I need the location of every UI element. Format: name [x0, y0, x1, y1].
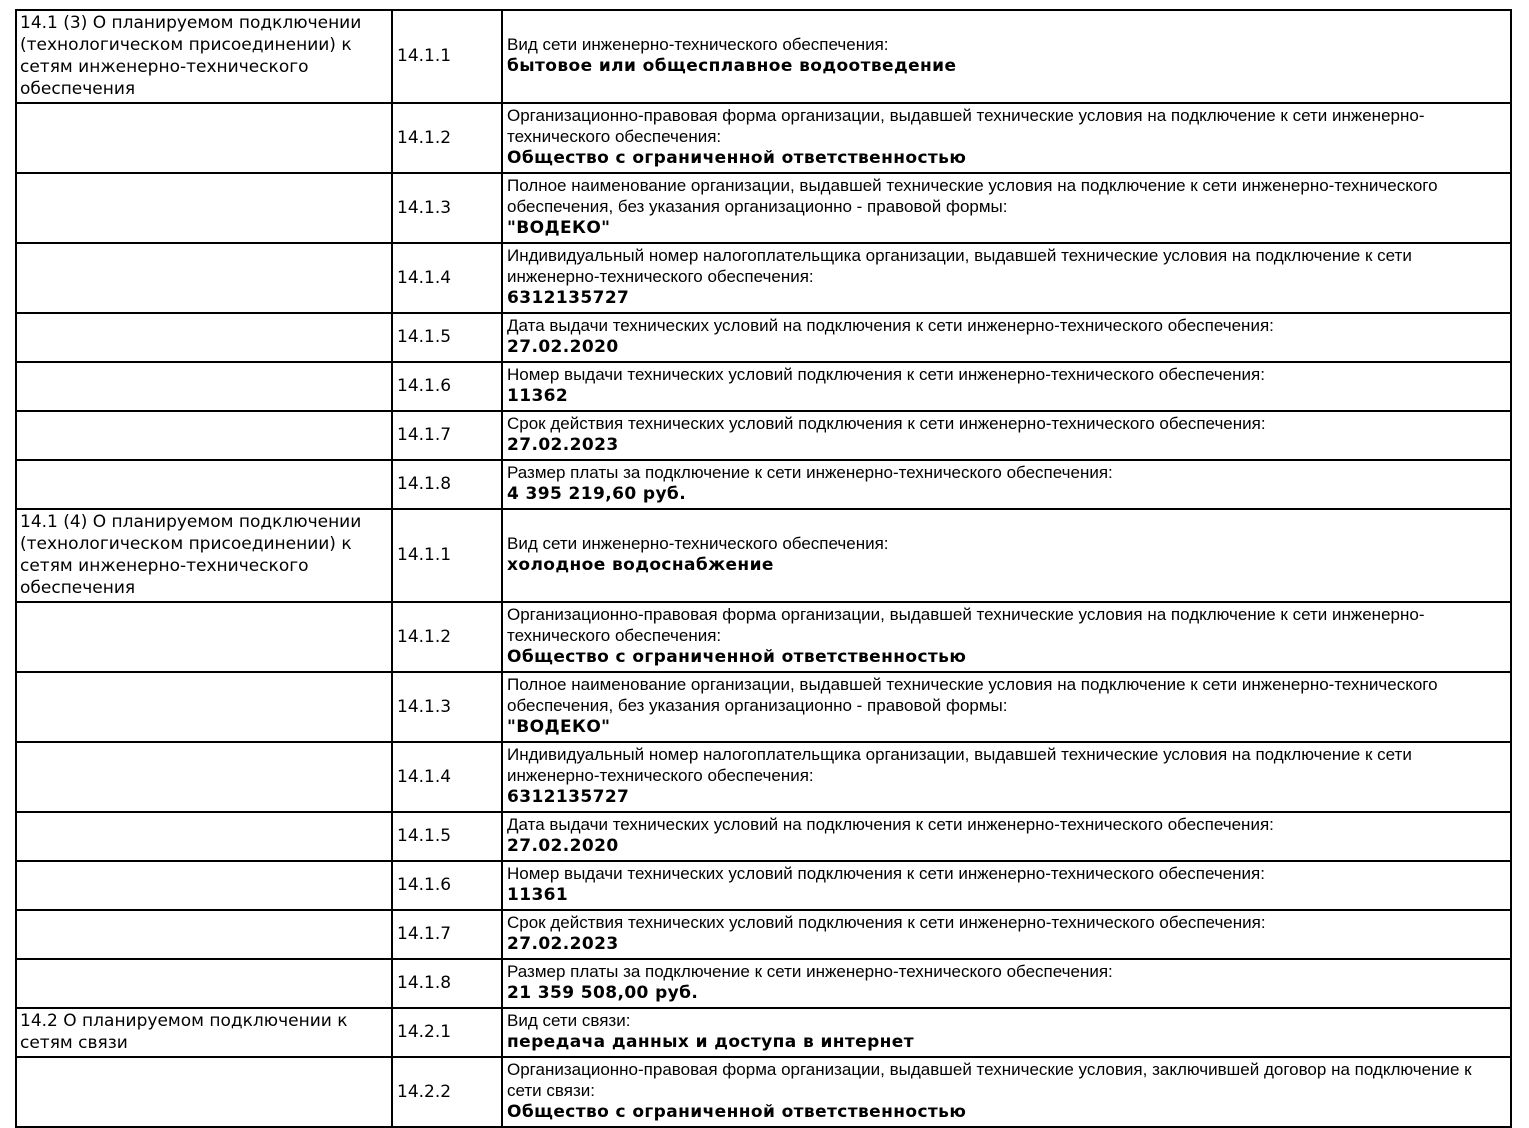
table-row	[16, 411, 1511, 460]
field-label: Индивидуальный номер налогоплательщика организации, выдавшей технические условия на подключение к сети инженерно-технического обеспечения:	[507, 745, 1412, 785]
field-label: Организационно-правовая форма организации, выдавшей технические условия на подключение к сети инженерно-технического обеспечения:	[507, 106, 1425, 146]
field-value: 6312135727	[507, 288, 630, 308]
row-content	[502, 672, 1511, 742]
field-value: "ВОДЕКО"	[507, 717, 611, 737]
row-code: 14.1.2	[392, 602, 502, 672]
section-title	[16, 602, 392, 672]
field-label: Номер выдачи технических условий подключения к сети инженерно-технического обеспечения:	[507, 864, 1265, 883]
row-code: 14.1.1	[392, 509, 502, 602]
row-code: 14.2.2	[392, 1057, 502, 1127]
field-label: Дата выдачи технических условий на подключения к сети инженерно-технического обеспечения:	[507, 815, 1274, 834]
row-content	[502, 861, 1511, 910]
row-code: 14.1.3	[392, 173, 502, 243]
table-row	[16, 742, 1511, 812]
table-row	[16, 672, 1511, 742]
field-value: Общество с ограниченной ответственностью	[507, 1102, 967, 1122]
row-content	[502, 1008, 1511, 1057]
declaration-table	[15, 9, 1512, 1128]
section-title	[16, 1057, 392, 1127]
row-code: 14.1.2	[392, 103, 502, 173]
row-code: 14.2.1	[392, 1008, 502, 1057]
field-value: 27.02.2020	[507, 337, 619, 357]
row-code: 14.1.8	[392, 460, 502, 509]
field-label: Номер выдачи технических условий подключения к сети инженерно-технического обеспечения:	[507, 365, 1265, 384]
field-value: Общество с ограниченной ответственностью	[507, 647, 967, 667]
row-content	[502, 460, 1511, 509]
section-title	[16, 742, 392, 812]
row-code: 14.1.1	[392, 10, 502, 103]
row-code: 14.1.7	[392, 411, 502, 460]
section-title	[16, 411, 392, 460]
row-content	[502, 742, 1511, 812]
field-label: Организационно-правовая форма организации, выдавшей технические условия, заключившей договор на подключение к сети связи:	[507, 1060, 1472, 1100]
field-label: Вид сети инженерно-технического обеспечения:	[507, 534, 889, 553]
row-code: 14.1.6	[392, 362, 502, 411]
row-content	[502, 173, 1511, 243]
row-content	[502, 910, 1511, 959]
section-title	[16, 910, 392, 959]
section-title	[16, 243, 392, 313]
section-title: 14.2 О планируемом подключении к сетям связи	[16, 1008, 392, 1057]
field-value: 21 359 508,00 руб.	[507, 983, 699, 1003]
section-title	[16, 672, 392, 742]
row-content	[502, 959, 1511, 1008]
field-label: Индивидуальный номер налогоплательщика организации, выдавшей технические условия на подключение к сети инженерно-технического обеспечения:	[507, 246, 1412, 286]
row-code: 14.1.7	[392, 910, 502, 959]
row-content	[502, 411, 1511, 460]
field-value: холодное водоснабжение	[507, 555, 774, 575]
row-code: 14.1.4	[392, 742, 502, 812]
table-row	[16, 1008, 1511, 1057]
table-row	[16, 509, 1511, 602]
field-label: Полное наименование организации, выдавшей технические условия на подключение к сети инженерно-технического обеспечения, без указания организационно - правовой формы:	[507, 675, 1438, 715]
table-row	[16, 10, 1511, 103]
field-label: Организационно-правовая форма организации, выдавшей технические условия на подключение к сети инженерно-технического обеспечения:	[507, 605, 1425, 645]
table-row	[16, 173, 1511, 243]
table-row	[16, 460, 1511, 509]
row-code: 14.1.5	[392, 812, 502, 861]
section-title: 14.1 (4) О планируемом подключении (технологическом присоединении) к сетям инженерно-технического обеспечения	[16, 509, 392, 602]
field-value: 11362	[507, 386, 569, 406]
section-title	[16, 959, 392, 1008]
row-content	[502, 103, 1511, 173]
field-value: бытовое или общесплавное водоотведение	[507, 56, 957, 76]
row-code: 14.1.5	[392, 313, 502, 362]
section-title	[16, 861, 392, 910]
row-code: 14.1.3	[392, 672, 502, 742]
row-code: 14.1.4	[392, 243, 502, 313]
field-value: 27.02.2023	[507, 435, 619, 455]
row-content	[502, 313, 1511, 362]
table-row	[16, 910, 1511, 959]
row-content	[502, 602, 1511, 672]
field-label: Срок действия технических условий подключения к сети инженерно-технического обеспечения:	[507, 414, 1266, 433]
row-code: 14.1.6	[392, 861, 502, 910]
table-row	[16, 1057, 1511, 1127]
section-title	[16, 812, 392, 861]
field-value: Общество с ограниченной ответственностью	[507, 148, 967, 168]
section-title	[16, 460, 392, 509]
section-title	[16, 362, 392, 411]
field-value: 27.02.2023	[507, 934, 619, 954]
table-row	[16, 243, 1511, 313]
row-content	[502, 1057, 1511, 1127]
table-row	[16, 959, 1511, 1008]
field-value: 4 395 219,60 руб.	[507, 484, 687, 504]
section-title	[16, 103, 392, 173]
table-row	[16, 103, 1511, 173]
field-label: Срок действия технических условий подключения к сети инженерно-технического обеспечения:	[507, 913, 1266, 932]
field-label: Размер платы за подключение к сети инженерно-технического обеспечения:	[507, 463, 1113, 482]
declaration-document	[15, 9, 1512, 1128]
row-code: 14.1.8	[392, 959, 502, 1008]
section-title	[16, 313, 392, 362]
field-value: 6312135727	[507, 787, 630, 807]
row-content	[502, 509, 1511, 602]
row-content	[502, 812, 1511, 861]
field-label: Дата выдачи технических условий на подключения к сети инженерно-технического обеспечения:	[507, 316, 1274, 335]
section-title: 14.1 (3) О планируемом подключении (технологическом присоединении) к сетям инженерно-технического обеспечения	[16, 10, 392, 103]
table-row	[16, 861, 1511, 910]
field-value: 11361	[507, 885, 569, 905]
row-content	[502, 10, 1511, 103]
section-title	[16, 173, 392, 243]
table-row	[16, 812, 1511, 861]
table-row	[16, 362, 1511, 411]
field-label: Вид сети инженерно-технического обеспечения:	[507, 35, 889, 54]
row-content	[502, 362, 1511, 411]
table-row	[16, 602, 1511, 672]
field-label: Размер платы за подключение к сети инженерно-технического обеспечения:	[507, 962, 1113, 981]
table-row	[16, 313, 1511, 362]
field-label: Полное наименование организации, выдавшей технические условия на подключение к сети инженерно-технического обеспечения, без указания организационно - правовой формы:	[507, 176, 1438, 216]
field-label: Вид сети связи:	[507, 1011, 631, 1030]
row-content	[502, 243, 1511, 313]
field-value: "ВОДЕКО"	[507, 218, 611, 238]
field-value: передача данных и доступа в интернет	[507, 1032, 914, 1052]
field-value: 27.02.2020	[507, 836, 619, 856]
